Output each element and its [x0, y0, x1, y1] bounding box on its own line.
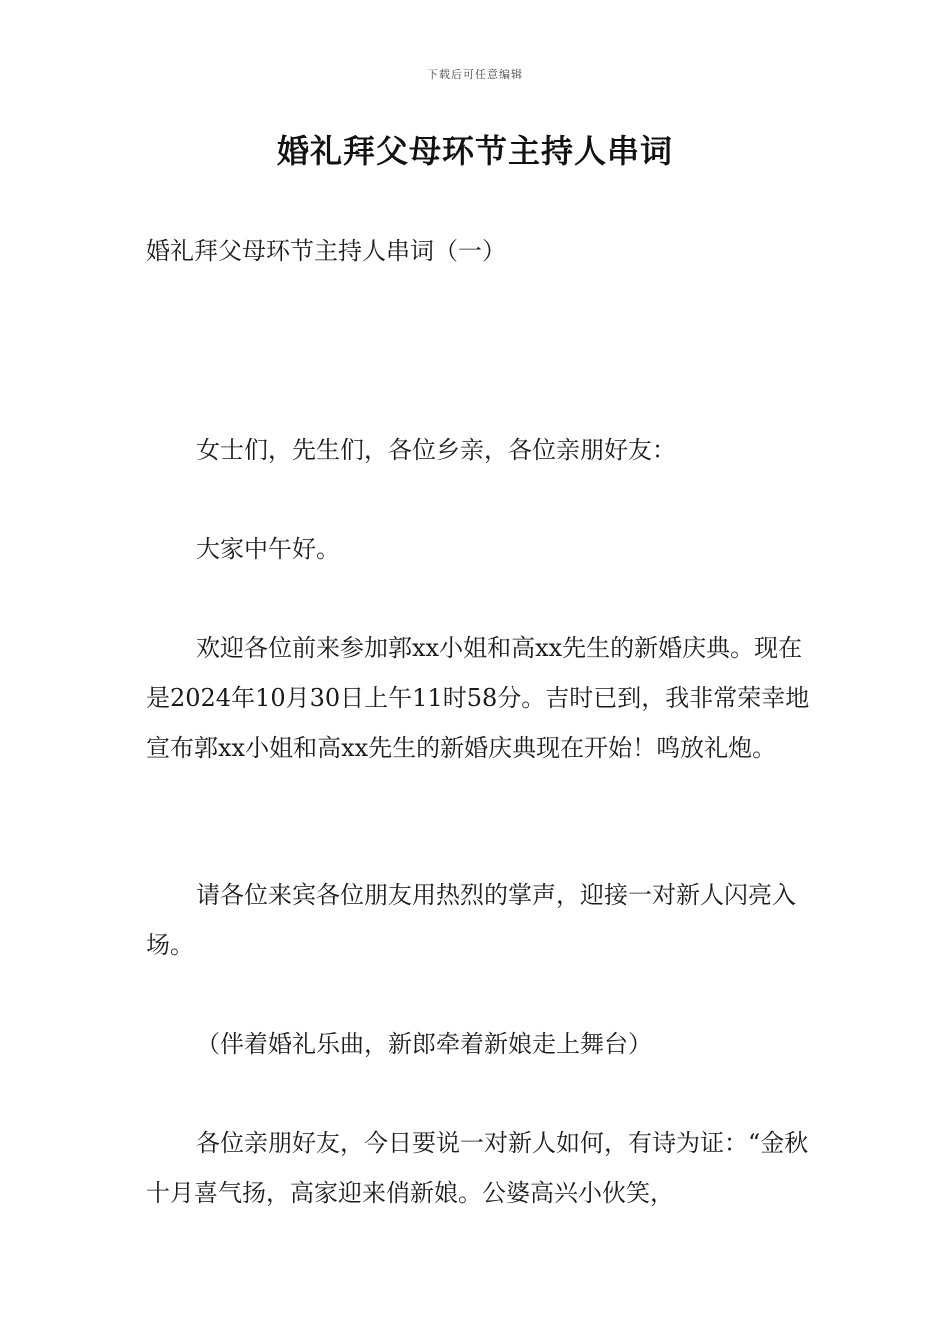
paragraph-text: 欢迎各位前来参加郭xx小姐和高xx先生的新婚庆典。现在是2024年10月30日上午11时58分。吉时已到，我非常荣幸地宣布郭xx小姐和高xx先生的新婚庆典现在开始！鸣放礼炮。	[146, 634, 810, 762]
paragraph-text: 女士们，先生们，各位乡亲，各位亲朋好友：	[196, 436, 676, 464]
paragraph-welcome	[146, 623, 816, 773]
paragraph-text: 各位亲朋好友，今日要说一对新人如何，有诗为证：“金秋十月喜气扬，高家迎来俏新娘。公婆高兴小伙笑，	[146, 1129, 809, 1207]
paragraph-text: 大家中午好。	[196, 535, 340, 563]
section-subtitle: 婚礼拜父母环节主持人串词（一）	[146, 237, 506, 265]
paragraph-text: （伴着婚礼乐曲，新郎牵着新娘走上舞台）	[196, 1030, 652, 1058]
paragraph-poem	[146, 1118, 816, 1218]
paragraph-greeting	[146, 425, 816, 475]
paragraph-text: 请各位来宾各位朋友用热烈的掌声，迎接一对新人闪亮入场。	[146, 881, 796, 959]
paragraph-applause	[146, 870, 816, 970]
paragraph-good-noon	[146, 524, 816, 574]
document-title: 婚礼拜父母环节主持人串词	[276, 132, 673, 170]
header-note: 下载后可任意编辑	[427, 68, 523, 81]
paragraph-stage-direction	[146, 1019, 816, 1069]
